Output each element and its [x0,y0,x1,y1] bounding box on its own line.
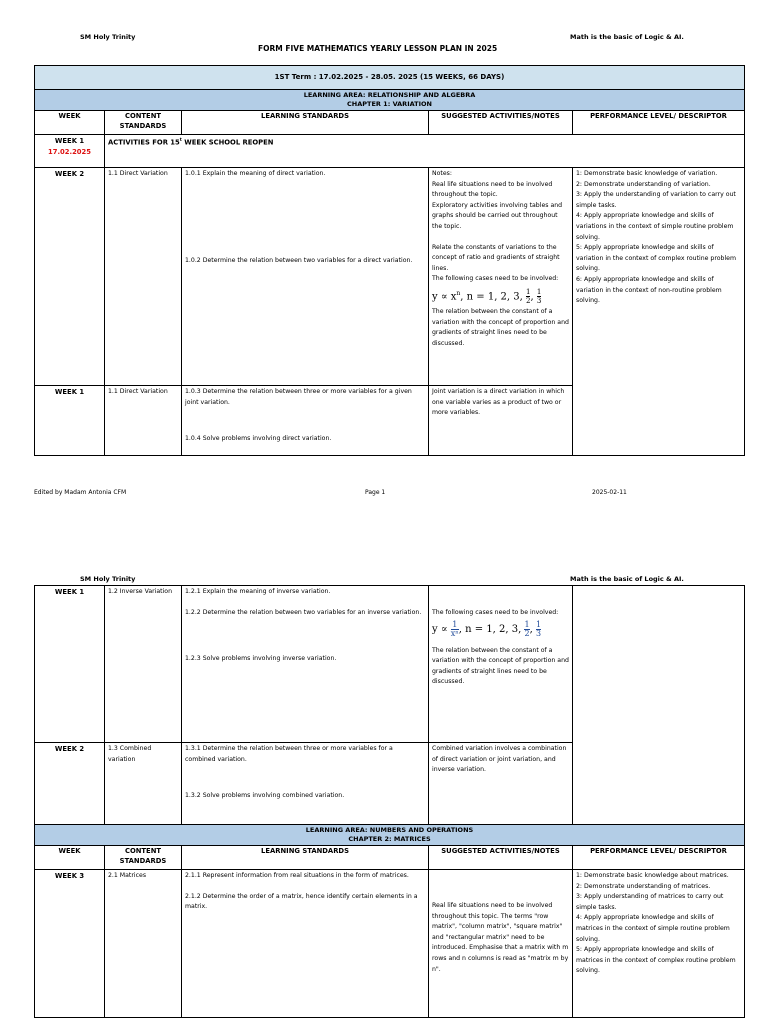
col-content-standards: CONTENT STANDARDS [105,846,182,870]
school-name: SM Holy Trinity [80,575,136,583]
week-cell: WEEK 3 [35,870,105,1018]
learning-standards-cell [182,743,429,825]
direct-variation-formula: $y \propto x^n$, n = 1, 2, 3, $\frac{1}{2}$ , $\frac{1}{3}$ [432,288,542,306]
performance-item: 3: Apply understanding of matrices to carry out simple tasks. [576,893,724,911]
learning-standards-cell [182,870,429,1018]
performance-item: 5: Apply appropriate knowledge and skills of variation in the context of complex routine problem solving. [576,244,737,273]
footer-page-number: Page 1 [365,489,386,496]
learning-standards-cell [182,586,429,743]
motto: Math is the basic of Logic & AI. [570,33,684,41]
content-standard: 1.3 Combined variation [105,743,182,825]
performance-descriptor-cell [573,168,745,456]
term-banner: 1ST Term : 17.02.2025 - 28.05. 2025 (15 WEEKS, 66 DAYS) [35,66,745,90]
learning-standard: 1.2.2 Determine the relation between two variables for an inverse variation. [185,608,422,616]
week-cell: WEEK 2 [35,743,105,825]
learning-area-title: LEARNING AREA: NUMBERS AND OPERATIONS [305,826,474,834]
school-reopen-activity: ACTIVITIES FOR 15$^t$ WEEK SCHOOL REOPEN [105,135,745,168]
activities-notes-cell [429,168,573,386]
content-standard: 1.1 Direct Variation [105,386,182,456]
lesson-plan-table-page2 [34,585,745,1018]
learning-standard: 1.2.3 Solve problems involving inverse variation. [185,655,337,663]
learning-standard: 1.0.3 Determine the relation between three or more variables for a given joint variation. [185,388,412,406]
learning-standards-cell [182,386,429,456]
learning-area-header [35,825,745,846]
col-performance-level: PERFORMANCE LEVEL/ DESCRIPTOR [573,111,745,135]
performance-item: 1: Demonstrate basic knowledge about matrices. [576,872,729,879]
performance-item: 6: Apply appropriate knowledge and skills of variation in the context of non-routine problem solving. [576,275,722,305]
performance-descriptor-cell [573,586,745,825]
week-cell: WEEK 1 [35,586,105,743]
notes-text: Real life situations need to be involved throughout this topic. The terms "row matrix", "column matrix", "square matrix" and "rectangular matrix" need to be introduced. Emphasise that a matrix with m rows and n columns is read as "matrix m by n". [432,902,569,973]
col-suggested-activities: SUGGESTED ACTIVITIES/NOTES [429,111,573,135]
notes-text: Notes: [432,170,452,177]
notes-text: The following cases need to be involved: [432,609,559,616]
activities-notes-cell: Joint variation is a direct variation in which one variable varies as a product of two or more variables. [429,386,573,456]
col-suggested-activities: SUGGESTED ACTIVITIES/NOTES [429,846,573,870]
learning-standards-cell [182,168,429,386]
notes-text: The following cases need to be involved: [432,275,559,283]
learning-standard: 1.2.1 Explain the meaning of inverse variation. [185,588,331,595]
performance-item: 4: Apply appropriate knowledge and skills of matrices in the context of simple routine problem solving. [576,914,730,943]
learning-area-title: LEARNING AREA: RELATIONSHIP AND ALGEBRA [303,91,476,99]
learning-standard: 1.0.2 Determine the relation between two variables for a direct variation. [185,256,413,264]
learning-standard: 1.3.2 Solve problems involving combined variation. [185,792,345,800]
motto: Math is the basic of Logic & AI. [570,575,684,583]
col-week: WEEK [35,111,105,135]
footer-date: 2025-02-11 [592,489,627,496]
learning-standard: 2.1.2 Determine the order of a matrix, hence identify certain elements in a matrix. [185,892,418,911]
col-week: WEEK [35,846,105,870]
col-learning-standards: LEARNING STANDARDS [182,846,429,870]
content-standard: 2.1 Matrices [105,870,182,1018]
col-performance-level: PERFORMANCE LEVEL/ DESCRIPTOR [573,846,745,870]
notes-text: Exploratory activities involving tables and graphs should be carried out throughout the topic. [432,201,563,230]
notes-text: Relate the constants of variations to the concept of ratio and gradients of straight lines. [432,243,560,272]
chapter-title: CHAPTER 1: VARIATION [347,100,432,108]
content-standard: 1.1 Direct Variation [105,168,182,386]
performance-item: 3: Apply the understanding of variation to carry out simple tasks. [576,191,736,209]
performance-item: 4: Apply appropriate knowledge and skills of variations in the context of simple routine problem solving. [576,212,734,241]
performance-descriptor-cell [573,870,745,1018]
school-name: SM Holy Trinity [80,33,136,41]
learning-standard: 2.1.1 Represent information from real situations in the form of matrices. [185,872,409,879]
performance-item: 5: Apply appropriate knowledge and skills of matrices in the context of complex routine problem solving. [576,946,736,975]
document-title: FORM FIVE MATHEMATICS YEARLY LESSON PLAN IN 2025 [258,44,498,53]
activities-notes-cell [429,870,573,1018]
week-date: 17.02.2025 [48,147,91,156]
chapter-title: CHAPTER 2: MATRICES [348,835,431,843]
performance-item: 1: Demonstrate basic knowledge of variation. [576,170,718,177]
content-standard: 1.2 Inverse Variation [105,586,182,743]
notes-text: The relation between the constant of a variation with the concept of proportion and gradients of straight lines need to be discussed. [432,646,569,686]
learning-standard: 1.3.1 Determine the relation between three or more variables for a combined variation. [185,745,393,763]
col-learning-standards: LEARNING STANDARDS [182,111,429,135]
col-content-standards: CONTENT STANDARDS [105,111,182,135]
week-cell: WEEK 1 [35,386,105,456]
week-cell: WEEK 2 [35,168,105,386]
learning-standard: 1.0.4 Solve problems involving direct variation. [185,435,332,443]
notes-text: Real life situations need to be involved throughout the topic. [432,180,553,199]
activities-notes-cell: Combined variation involves a combination of direct variation or joint variation, and inverse variation. [429,743,573,825]
footer-editor: Edited by Madam Antonia CFM [34,489,127,496]
lesson-plan-table-page1 [34,65,745,456]
learning-standard: 1.0.1 Explain the meaning of direct variation. [185,170,326,177]
performance-item: 2: Demonstrate understanding of variation. [576,180,711,188]
performance-item: 2: Demonstrate understanding of matrices. [576,882,711,890]
inverse-variation-formula: y ∝ $\frac{1}{\text{xⁿ}}$ , n = 1, 2, 3, $\frac{1}{2}$ , $\frac{1}{3}$ [432,619,542,638]
notes-text: The relation between the constant of a variation with the concept of proportion and gradients of straight lines need to be discussed. [432,308,569,348]
activities-notes-cell [429,586,573,743]
week-label: WEEK 1 [54,137,85,145]
learning-area-header [35,90,745,111]
week-cell [35,135,105,168]
